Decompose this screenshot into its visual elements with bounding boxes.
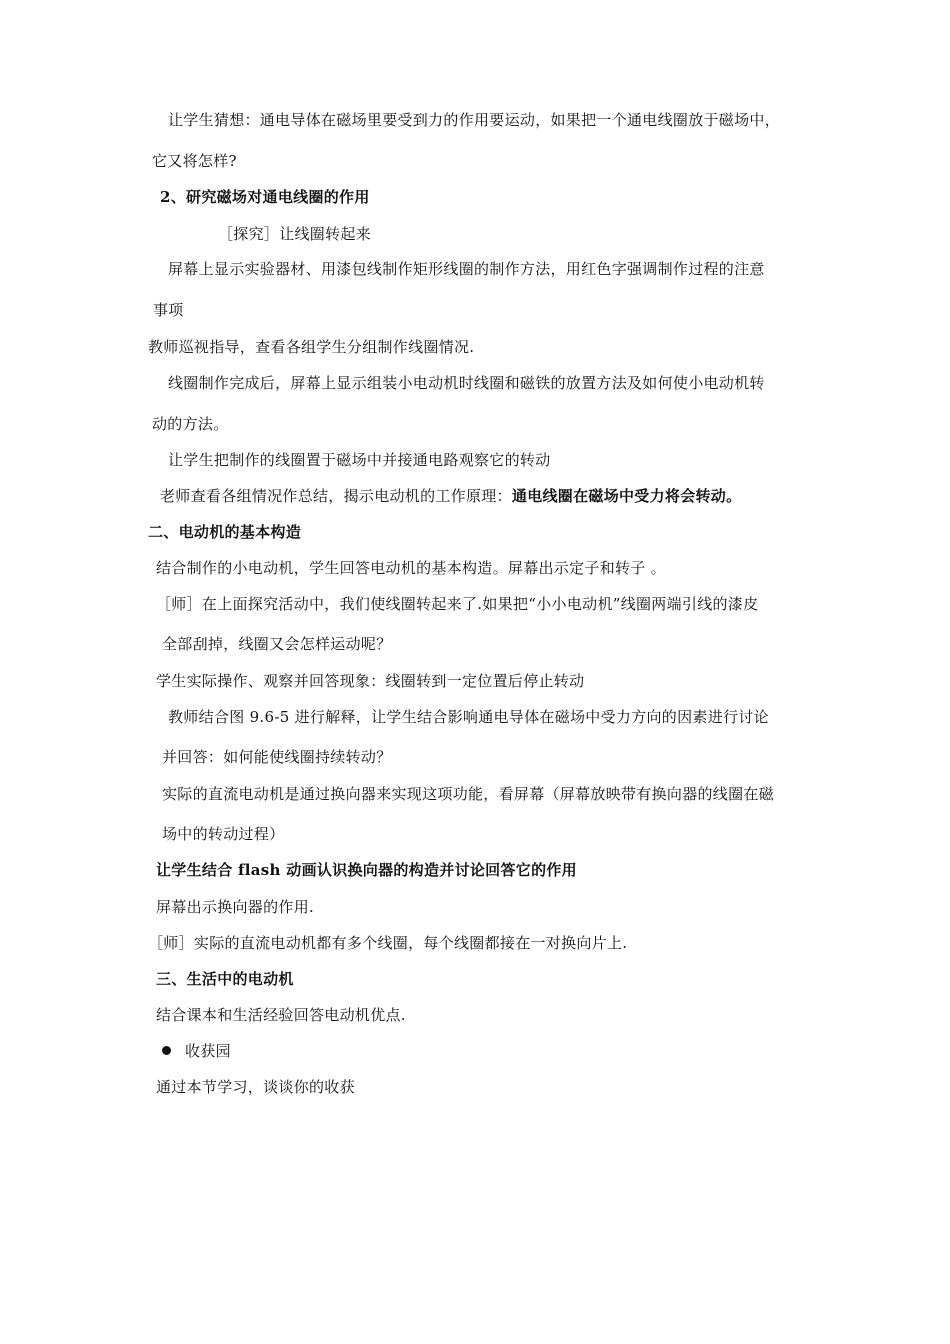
paragraph-line: 让学生把制作的线圈置于磁场中并接通电路观察它的转动 [168,451,551,469]
paragraph-line: ［探究］让线圈转起来 [218,225,372,243]
paragraph-line: 教师巡视指导，查看各组学生分组制作线圈情况. [148,338,475,356]
paragraph-line: ［师］实际的直流电动机都有多个线圈，每个线圈都接在一对换向片上. [148,934,628,952]
paragraph-line-bold: 让学生结合 flash 动画认识换向器的构造并讨论回答它的作用 [156,861,577,879]
paragraph-line: ［师］在上面探究活动中，我们使线圈转起来了.如果把“小小电动机”线圈两端引线的漆皮 [156,595,759,613]
paragraph-line: 场中的转动过程） [162,825,285,843]
paragraph-line: 事项 [153,301,184,319]
paragraph-line: 它又将怎样? [152,152,237,170]
paragraph-line: 实际的直流电动机是通过换向器来实现这项功能，看屏幕（屏幕放映带有换向器的线圈在磁 [162,785,775,803]
paragraph-line: 教师结合图 9.6-5 进行解释，让学生结合影响通电导体在磁场中受力方向的因素进行讨论 [168,708,769,726]
section-heading: 2、研究磁场对通电线圈的作用 [160,188,370,206]
bullet-icon [162,1046,171,1055]
principle-statement: 通电线圈在磁场中受力将会转动。 [511,487,742,505]
paragraph-line: 结合制作的小电动机，学生回答电动机的基本构造。屏幕出示定子和转子 。 [156,559,666,577]
paragraph-line: 通过本节学习，谈谈你的收获 [156,1078,355,1096]
paragraph-line: 结合课本和生活经验回答电动机优点. [156,1006,406,1024]
paragraph-line [160,486,741,506]
paragraph-line: 线圈制作完成后，屏幕上显示组装小电动机时线圈和磁铁的放置方法及如何使小电动机转 [168,374,765,392]
bullet-label: 收获园 [185,1042,231,1060]
section-heading: 二、电动机的基本构造 [148,523,302,541]
bullet-item [162,1041,231,1061]
paragraph-line: 并回答：如何能使线圈持续转动？ [162,748,392,766]
paragraph-line: 全部刮掉，线圈又会怎样运动呢？ [162,635,392,653]
paragraph-line: 学生实际操作、观察并回答现象：线圈转到一定位置后停止转动 [156,672,585,690]
paragraph-line: 让学生猜想：通电导体在磁场里要受到力的作用要运动，如果把一个通电线圈放于磁场中， [168,111,781,129]
principle-intro: 老师查看各组情况作总结，揭示电动机的工作原理： [160,487,512,505]
paragraph-line: 屏幕出示换向器的作用. [156,898,315,916]
paragraph-line: 屏幕上显示实验器材、用漆包线制作矩形线圈的制作方法，用红色字强调制作过程的注意 [168,260,765,278]
section-heading: 三、生活中的电动机 [156,970,294,988]
paragraph-line: 动的方法。 [152,415,229,433]
